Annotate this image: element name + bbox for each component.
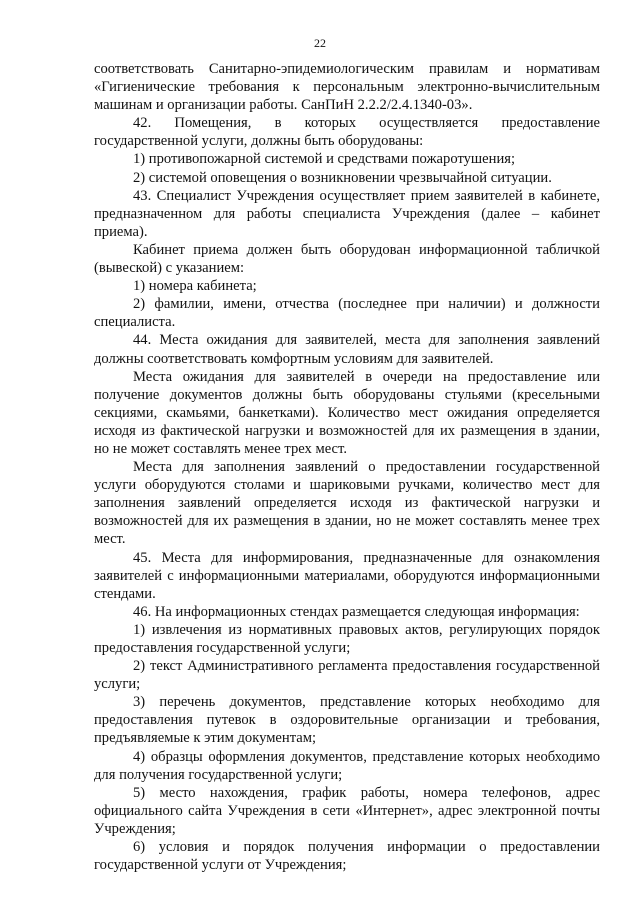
paragraph: 42. Помещения, в которых осуществляется предоставление государственной услуги, должны быть оборудованы:: [94, 115, 600, 150]
paragraph: 1) номера кабинета;: [133, 278, 257, 295]
paragraph: Места для заполнения заявлений о предоставлении государственной услуги оборудуются столами и шариковыми ручками, количество мест для заполнения заявлений определяется исходя из фактической нагрузки и возможностей для их размещения в здании, но не может составлять менее трех мест.: [94, 459, 600, 548]
paragraph: 45. Места для информирования, предназначенные для ознакомления заявителей с информационными материалами, оборудуются информационными стендами.: [94, 549, 600, 602]
page-number: 22: [314, 36, 326, 50]
paragraph: соответствовать Санитарно-эпидемиологическим правилам и нормативам «Гигиенические требования к персональным электронно-вычислительным машинам и организации работы. СанПиН 2.2.2/2.4.1340-03».: [94, 61, 600, 114]
paragraph: 3) перечень документов, представление которых необходимо для предоставления путевок в оздоровительные организации и требования, предъявляемые к этим документам;: [94, 694, 600, 747]
paragraph: 43. Специалист Учреждения осуществляет прием заявителей в кабинете, предназначенном для работы специалиста Учреждения (далее – кабинет приема).: [94, 187, 600, 240]
paragraph: Кабинет приема должен быть оборудован информационной табличкой (вывеской) с указанием:: [94, 241, 600, 277]
paragraph: 5) место нахождения, график работы, номера телефонов, адрес официального сайта Учреждения в сети «Интернет», адрес электронной почты Учреждения;: [94, 784, 600, 837]
paragraph: 2) системой оповещения о возникновении чрезвычайной ситуации.: [133, 169, 552, 186]
document-body: [94, 60, 600, 874]
paragraph: 1) извлечения из нормативных правовых актов, регулирующих порядок предоставления государственной услуги;: [94, 621, 600, 656]
paragraph: 2) фамилии, имени, отчества (последнее при наличии) и должности специалиста.: [94, 296, 600, 331]
paragraph: 46. На информационных стендах размещается следующая информация:: [133, 603, 580, 620]
paragraph: 44. Места ожидания для заявителей, места для заполнения заявлений должны соответствовать комфортным условиям для заявителей.: [94, 332, 600, 367]
paragraph: 2) текст Административного регламента предоставления государственной услуги;: [94, 658, 600, 693]
paragraph: 1) противопожарной системой и средствами пожаротушения;: [133, 151, 516, 168]
paragraph: 4) образцы оформления документов, представление которых необходимо для получения государственной услуги;: [94, 748, 600, 783]
paragraph: 6) условия и порядок получения информации о предоставлении государственной услуги от Учреждения;: [94, 839, 600, 874]
paragraph: Места ожидания для заявителей в очереди на предоставление или получение документов должны быть оборудованы стульями (кресельными секциями, скамьями, банкетками). Количество мест ожидания определяется исходя из фактической нагрузки и возможностей для их размещения в здании, но не может составлять менее трех мест.: [94, 368, 600, 457]
